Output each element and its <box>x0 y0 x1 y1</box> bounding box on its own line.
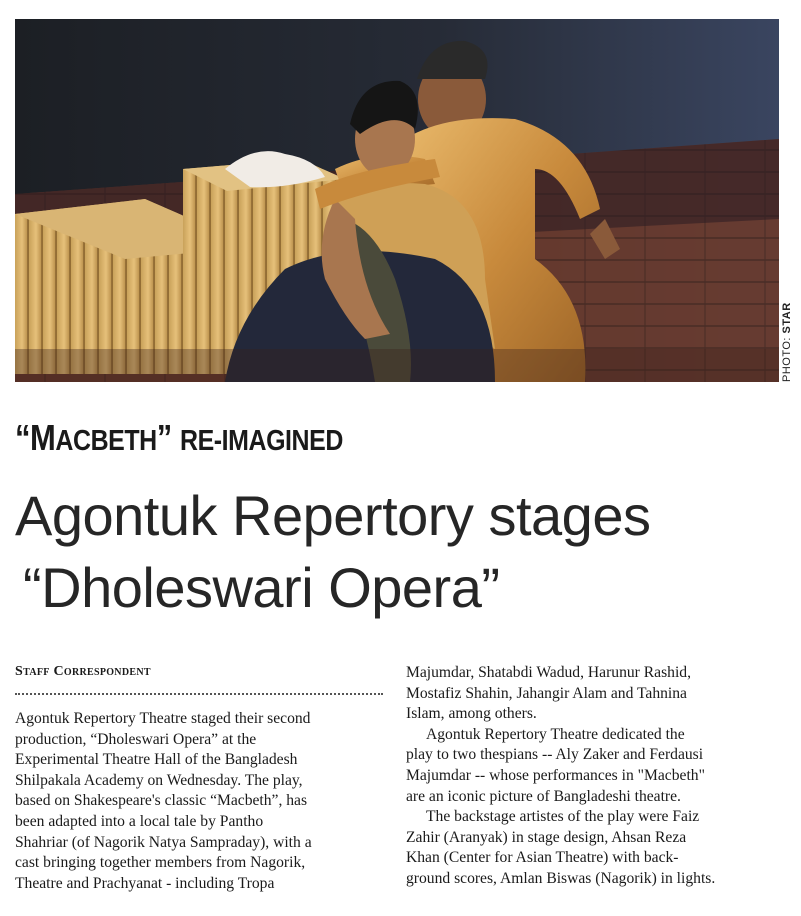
photo-credit <box>781 302 793 382</box>
text-line: based on Shakespeare's classic “Macbeth”, has <box>15 792 308 810</box>
headline <box>15 480 795 624</box>
text-line: cast bringing together members from Nagorik, <box>15 854 306 872</box>
text-line: Shilpakala Academy on Wednesday. The play, <box>15 771 303 789</box>
text-line: Agontuk Repertory Theatre staged their second <box>15 710 311 727</box>
text-line: The backstage artistes of the play were Faiz <box>426 808 700 826</box>
text-line: Khan (Center for Asian Theatre) with back- <box>406 849 679 867</box>
text-line: Majumdar, Shatabdi Wadud, Harunur Rashid, <box>406 664 691 681</box>
text-line: Zahir (Aranyak) in stage design, Ahsan Reza <box>406 828 687 846</box>
text-line: Experimental Theatre Hall of the Bangladesh <box>15 751 298 769</box>
paragraph-left <box>15 709 387 894</box>
paragraph-right-3 <box>406 807 786 889</box>
kicker-part-1: “M <box>15 417 56 458</box>
kicker-part-2: ACBETH <box>55 425 157 457</box>
body-column-left <box>15 709 387 894</box>
byline: Staff Correspondent <box>15 664 151 679</box>
text-line: play to two thespians -- Aly Zaker and Ferdausi <box>406 746 704 764</box>
dotted-divider <box>15 693 383 695</box>
text-line: production, “Dholeswari Opera” at the <box>15 730 257 748</box>
paragraph-right-1 <box>406 663 786 725</box>
kicker-part-3: ” <box>156 417 180 458</box>
text-line: ground scores, Amlan Biswas (Nagorik) in lights. <box>406 869 716 887</box>
paragraph-right-2 <box>406 725 786 807</box>
text-line: Majumdar -- whose performances in "Macbeth" <box>406 766 705 784</box>
text-line: are an iconic picture of Bangladeshi theatre. <box>406 787 681 805</box>
text-line: Theatre and Prachyanat - including Tropa <box>15 874 275 892</box>
article-photo <box>15 19 779 382</box>
text-line: Shahriar (of Nagorik Natya Sampraday), with a <box>15 833 312 851</box>
text-line: been adapted into a local tale by Pantho <box>15 812 264 830</box>
body-column-right <box>406 663 786 890</box>
headline-line-2: “Dholeswari Opera” <box>23 556 500 619</box>
stage-scene-illustration <box>15 19 779 382</box>
kicker <box>15 416 343 463</box>
photo-credit-source: STAR <box>781 302 793 334</box>
text-line: Mostafiz Shahin, Jahangir Alam and Tahnina <box>406 684 687 702</box>
text-line: Agontuk Repertory Theatre dedicated the <box>426 725 685 743</box>
photo-credit-prefix: PHOTO: <box>781 333 793 382</box>
kicker-part-4: RE-IMAGINED <box>179 425 343 457</box>
headline-line-1: Agontuk Repertory stages <box>15 484 651 547</box>
text-line: Islam, among others. <box>406 705 537 723</box>
